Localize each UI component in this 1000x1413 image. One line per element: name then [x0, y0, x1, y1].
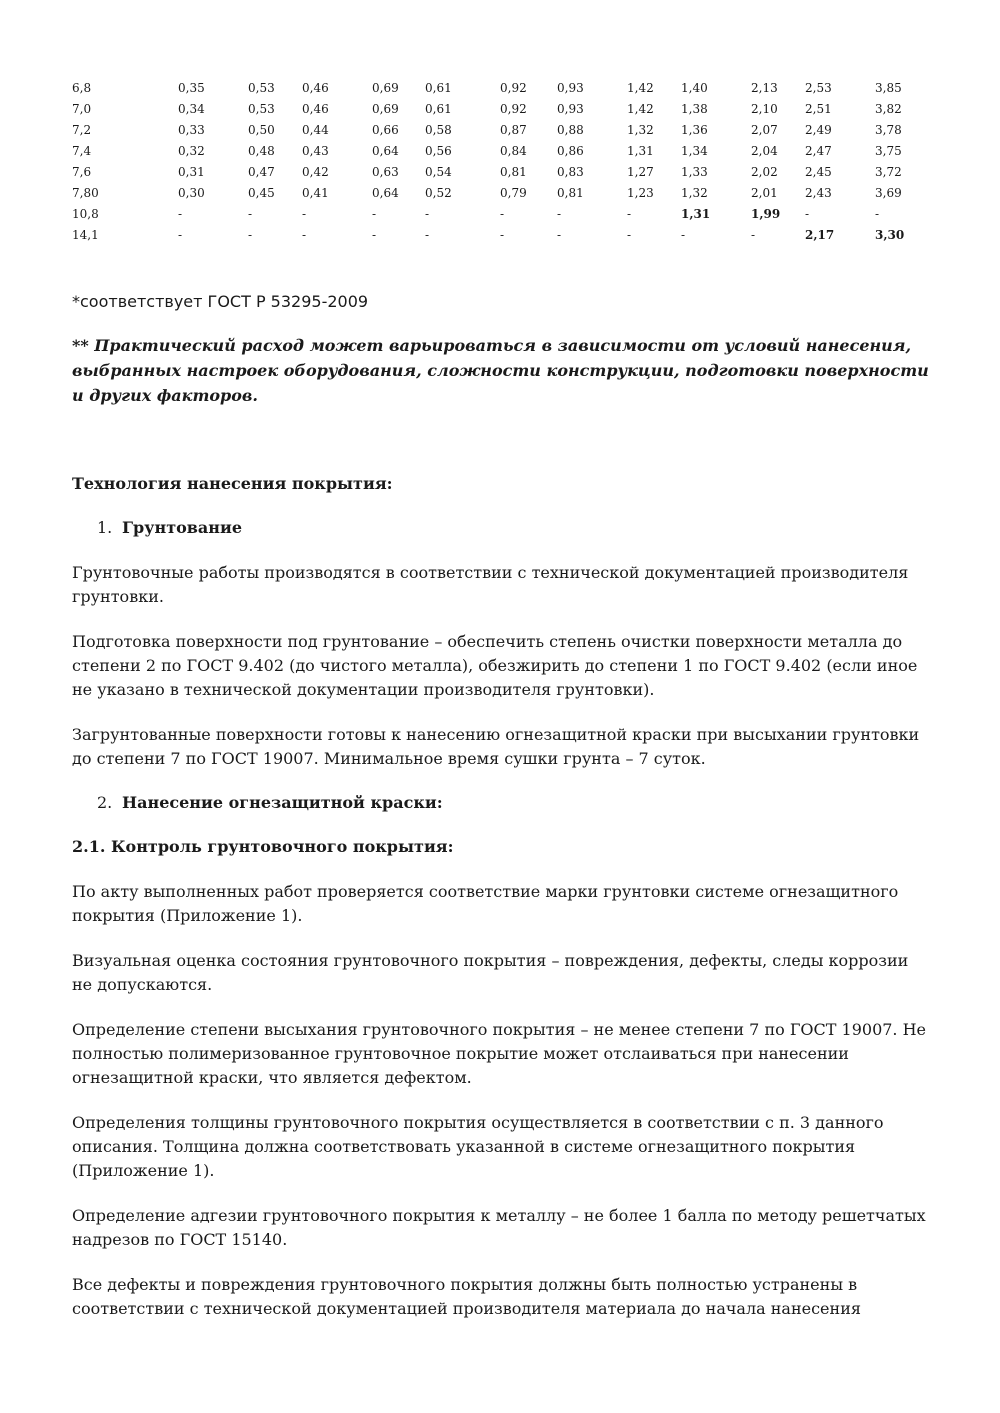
table-cell: 0,86: [557, 144, 584, 158]
table-cell: 1,40: [681, 81, 708, 95]
table-cell: 0,30: [178, 186, 205, 200]
table-cell: 3,85: [875, 81, 902, 95]
table-cell: 0,47: [248, 165, 275, 179]
table-cell: 0,56: [425, 144, 452, 158]
paragraph: Грунтовочные работы производятся в соответствии с технической документацией производителя грунтовки.: [72, 563, 909, 606]
table-cell: 0,88: [557, 123, 584, 137]
table-row: [72, 99, 925, 120]
table-cell: 3,30: [875, 228, 905, 242]
subsection-2-1-title: 2.1. Контроль грунтовочного покрытия:: [72, 837, 454, 856]
table-row: [72, 183, 925, 204]
paragraph: По акту выполненных работ проверяется соответствие марки грунтовки системе огнезащитного покрытия (Приложение 1).: [72, 882, 899, 925]
table-cell: 0,92: [500, 102, 527, 116]
step-2-heading: [97, 791, 932, 815]
table-cell: 6,8: [72, 81, 92, 95]
table-cell: 1,42: [627, 81, 654, 95]
table-cell: 3,78: [875, 123, 902, 137]
table-cell: 0,69: [372, 81, 399, 95]
table-cell: 7,80: [72, 186, 99, 200]
table-cell: 0,81: [500, 165, 527, 179]
table-cell: 0,64: [372, 186, 399, 200]
table-cell: 0,58: [425, 123, 452, 137]
table-cell: 0,48: [248, 144, 275, 158]
paragraph: Подготовка поверхности под грунтование – обеспечить степень очистки поверхности металла до степени 2 по ГОСТ 9.402 (до чистого металла), обезжирить до степени 1 по ГОСТ 9.402 (если иное не указано в технической документации производителя грунтовки).: [72, 632, 918, 699]
table-cell: 2,04: [751, 144, 778, 158]
table-cell: 0,83: [557, 165, 584, 179]
table-cell: 0,31: [178, 165, 205, 179]
table-cell: 0,93: [557, 81, 584, 95]
table-cell: 2,17: [805, 228, 835, 242]
step-1-number: 1.: [97, 518, 113, 537]
table-cell: 7,2: [72, 123, 92, 137]
step-2-title: Нанесение огнезащитной краски:: [122, 793, 443, 812]
table-cell: 1,31: [627, 144, 654, 158]
table-cell: 7,4: [72, 144, 92, 158]
table-cell: 0,53: [248, 81, 275, 95]
table-row: [72, 204, 925, 225]
table-cell: 14,1: [72, 228, 99, 242]
paragraph: Визуальная оценка состояния грунтовочного покрытия – повреждения, дефекты, следы коррозии не допускаются.: [72, 951, 909, 994]
table-cell: 0,61: [425, 81, 452, 95]
table-cell: -: [681, 228, 686, 242]
table-cell: 0,44: [302, 123, 329, 137]
table-cell: 7,0: [72, 102, 92, 116]
paragraph: Все дефекты и повреждения грунтовочного покрытия должны быть полностью устранены в соответствии с технической документацией производителя материала до начала нанесения: [72, 1275, 861, 1318]
table-cell: 0,42: [302, 165, 329, 179]
paragraph: Определения толщины грунтовочного покрытия осуществляется в соответствии с п. 3 данного описания. Толщина должна соответствовать указанной в системе огнезащитного покрытия (Приложение 1).: [72, 1113, 884, 1180]
table-cell: 1,34: [681, 144, 708, 158]
table-cell: -: [557, 207, 562, 221]
table-cell: -: [248, 207, 253, 221]
table-cell: -: [751, 228, 756, 242]
paragraph: Загрунтованные поверхности готовы к нанесению огнезащитной краски при высыхании грунтовки до степени 7 по ГОСТ 19007. Минимальное время сушки грунта – 7 суток.: [72, 725, 920, 768]
table-cell: 1,33: [681, 165, 708, 179]
table-cell: 2,13: [751, 81, 778, 95]
table-cell: -: [557, 228, 562, 242]
table-cell: -: [500, 228, 505, 242]
table-cell: 1,31: [681, 207, 711, 221]
document-page: [72, 78, 932, 1321]
table-cell: 2,02: [751, 165, 778, 179]
table-cell: 0,41: [302, 186, 329, 200]
table-cell: 0,92: [500, 81, 527, 95]
table-cell: -: [805, 207, 810, 221]
table-cell: 1,32: [627, 123, 654, 137]
table-cell: 2,49: [805, 123, 832, 137]
consumption-table: [72, 78, 925, 246]
table-cell: 2,10: [751, 102, 778, 116]
table-cell: 3,72: [875, 165, 902, 179]
table-cell: 0,61: [425, 102, 452, 116]
table-cell: 1,32: [681, 186, 708, 200]
table-cell: 1,42: [627, 102, 654, 116]
table-cell: 2,45: [805, 165, 832, 179]
table-cell: 2,01: [751, 186, 778, 200]
table-cell: 0,46: [302, 102, 329, 116]
consumption-note: ** Практический расход может варьироваться в зависимости от условий нанесения, выбранных настроек оборудования, сложности конструкции, подготовки поверхности и других факторов.: [72, 336, 929, 405]
table-cell: 0,43: [302, 144, 329, 158]
table-cell: -: [248, 228, 253, 242]
table-cell: 0,32: [178, 144, 205, 158]
table-cell: 2,47: [805, 144, 832, 158]
table-cell: 0,52: [425, 186, 452, 200]
table-cell: -: [875, 207, 880, 221]
step-1-title: Грунтование: [122, 518, 243, 537]
table-cell: 0,54: [425, 165, 452, 179]
table-cell: 2,07: [751, 123, 778, 137]
table-cell: 0,64: [372, 144, 399, 158]
table-cell: -: [372, 228, 377, 242]
table-cell: -: [302, 228, 307, 242]
table-cell: 10,8: [72, 207, 99, 221]
table-cell: 7,6: [72, 165, 92, 179]
table-cell: -: [425, 228, 430, 242]
table-cell: 0,69: [372, 102, 399, 116]
table-cell: 3,82: [875, 102, 902, 116]
step-1-heading: [97, 516, 932, 540]
table-cell: 1,36: [681, 123, 708, 137]
table-cell: 0,79: [500, 186, 527, 200]
paragraph: Определение степени высыхания грунтовочного покрытия – не менее степени 7 по ГОСТ 19007. Не полностью полимеризованное грунтовочное покрытие может отслаиваться при нанесении огнезащитной краски, что является дефектом.: [72, 1020, 927, 1087]
table-cell: 3,75: [875, 144, 902, 158]
table-cell: 0,45: [248, 186, 275, 200]
table-cell: -: [302, 207, 307, 221]
table-cell: -: [627, 228, 632, 242]
table-cell: 0,66: [372, 123, 399, 137]
table-cell: 0,84: [500, 144, 527, 158]
table-cell: -: [627, 207, 632, 221]
table-cell: -: [178, 207, 183, 221]
table-cell: 2,53: [805, 81, 832, 95]
table-cell: 1,38: [681, 102, 708, 116]
gost-footnote: *соответствует ГОСТ Р 53295-2009: [72, 292, 369, 311]
table-cell: 0,53: [248, 102, 275, 116]
table-row: [72, 141, 925, 162]
table-row: [72, 78, 925, 99]
table-cell: 0,50: [248, 123, 275, 137]
table-cell: 0,46: [302, 81, 329, 95]
section-title: Технология нанесения покрытия:: [72, 474, 393, 493]
table-row: [72, 225, 925, 246]
table-body: [72, 78, 925, 246]
table-cell: 0,33: [178, 123, 205, 137]
paragraph: Определение адгезии грунтовочного покрытия к металлу – не более 1 балла по методу решетчатых надрезов по ГОСТ 15140.: [72, 1206, 926, 1249]
table-cell: 1,23: [627, 186, 654, 200]
table-cell: 0,87: [500, 123, 527, 137]
table-cell: -: [372, 207, 377, 221]
step-2-number: 2.: [97, 793, 113, 812]
table-cell: -: [500, 207, 505, 221]
table-cell: 0,81: [557, 186, 584, 200]
table-row: [72, 120, 925, 141]
table-row: [72, 162, 925, 183]
table-cell: 1,27: [627, 165, 654, 179]
table-cell: 2,51: [805, 102, 832, 116]
table-cell: 2,43: [805, 186, 832, 200]
table-cell: -: [425, 207, 430, 221]
table-cell: 0,93: [557, 102, 584, 116]
table-cell: -: [178, 228, 183, 242]
table-cell: 1,99: [751, 207, 781, 221]
table-cell: 3,69: [875, 186, 902, 200]
table-cell: 0,35: [178, 81, 205, 95]
table-cell: 0,34: [178, 102, 205, 116]
table-cell: 0,63: [372, 165, 399, 179]
